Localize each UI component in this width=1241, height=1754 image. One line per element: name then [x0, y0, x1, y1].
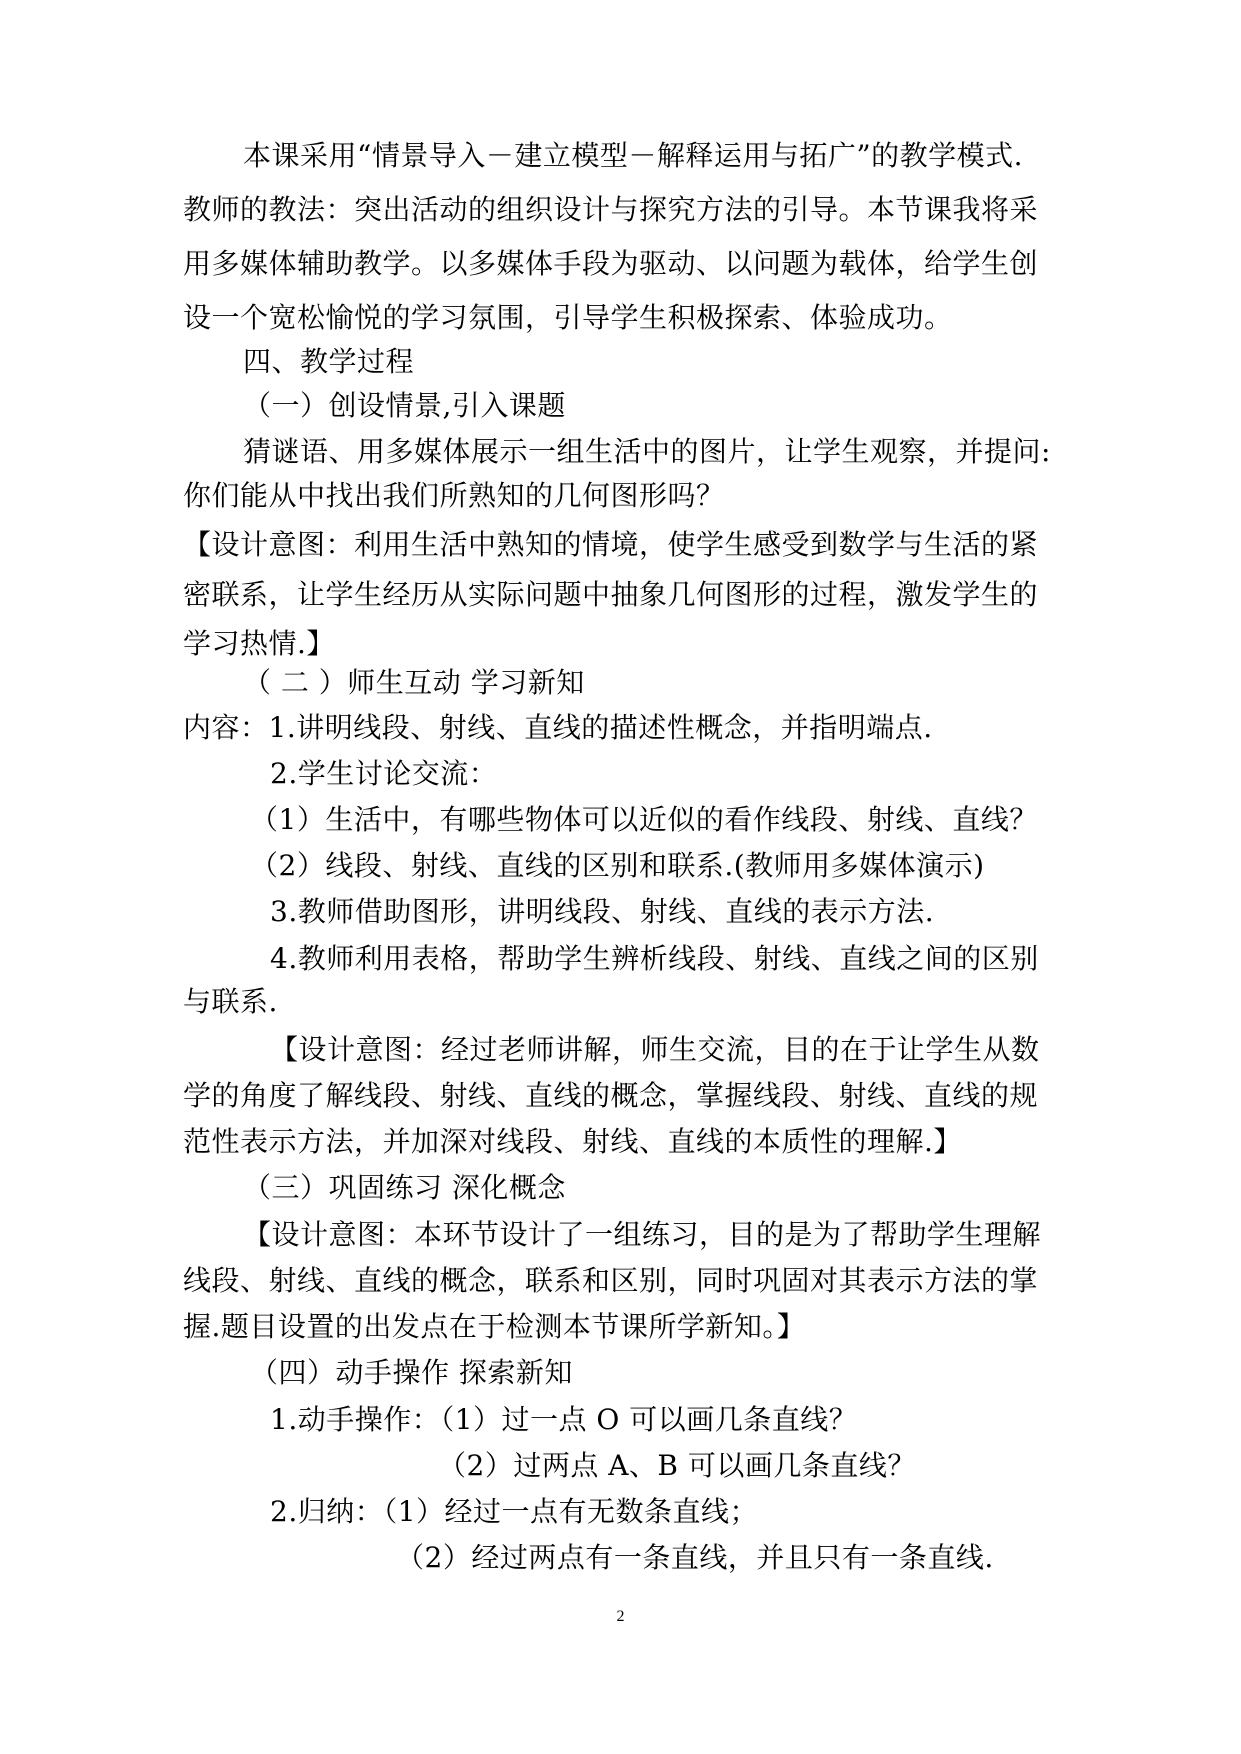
content-line: 2.学生讨论交流： — [270, 757, 498, 790]
subsection-heading: （ 二 ）师生互动 学习新知 — [243, 666, 585, 699]
paragraph-line: 猜谜语、用多媒体展示一组生活中的图片，让学生观察，并提问: — [243, 435, 1051, 468]
paragraph-line: 教师的教法：突出活动的组织设计与探究方法的引导。本节课我将采 — [183, 193, 1039, 226]
design-intent-line: 密联系，让学生经历从实际问题中抽象几何图形的过程，激发学生的 — [183, 578, 1039, 611]
content-line: 4.教师利用表格，帮助学生辨析线段、射线、直线之间的区别 — [270, 942, 1039, 975]
section-heading: 四、教学过程 — [243, 345, 415, 378]
page-number: 2 — [616, 1608, 625, 1625]
activity-line: 1.动手操作：（1）过一点 O 可以画几条直线？ — [270, 1403, 858, 1436]
content-line: （1）生活中，有哪些物体可以近似的看作线段、射线、直线？ — [250, 803, 1038, 836]
content-line: 与联系. — [183, 985, 278, 1018]
activity-line: 2.归纳：（1）经过一点有无数条直线； — [270, 1495, 759, 1528]
subsection-heading: （四）动手操作 探索新知 — [250, 1356, 573, 1389]
paragraph-line: 你们能从中找出我们所熟知的几何图形吗？ — [183, 479, 725, 512]
content-line: （2）线段、射线、直线的区别和联系.(教师用多媒体演示) — [250, 849, 985, 882]
paragraph-line: 本课采用“情景导入－建立模型－解释运用与拓广”的教学模式. — [243, 139, 1024, 172]
paragraph-line: 用多媒体辅助教学。以多媒体手段为驱动、以问题为载体，给学生创 — [183, 247, 1039, 280]
design-intent-line: 【设计意图：本环节设计了一组练习，目的是为了帮助学生理解 — [243, 1218, 1042, 1251]
content-line: 3.教师借助图形，讲明线段、射线、直线的表示方法. — [270, 895, 935, 928]
design-intent-line: 学习热情.】 — [183, 627, 335, 660]
design-intent-line: 范性表示方法，并加深对线段、射线、直线的本质性的理解.】 — [183, 1125, 962, 1158]
activity-line: （2）经过两点有一条直线，并且只有一条直线. — [396, 1541, 994, 1574]
subsection-heading: （三）巩固练习 深化概念 — [243, 1171, 566, 1204]
design-intent-line: 【设计意图：利用生活中熟知的情境，使学生感受到数学与生活的紧 — [183, 528, 1039, 561]
design-intent-line: 学的角度了解线段、射线、直线的概念，掌握线段、射线、直线的规 — [183, 1079, 1039, 1112]
design-intent-line: 握.题目设置的出发点在于检测本节课所学新知。】 — [183, 1310, 806, 1343]
content-line: 内容：1.讲明线段、射线、直线的描述性概念，并指明端点. — [183, 711, 933, 744]
activity-line: （2）过两点 A、B 可以画几条直线？ — [438, 1449, 916, 1482]
design-intent-line: 【设计意图：经过老师讲解，师生交流，目的在于让学生从数 — [270, 1033, 1040, 1066]
design-intent-line: 线段、射线、直线的概念，联系和区别，同时巩固对其表示方法的掌 — [183, 1264, 1039, 1297]
paragraph-line: 设一个宽松愉悦的学习氛围，引导学生积极探索、体验成功。 — [183, 301, 953, 334]
subsection-heading: （一）创设情景,引入课题 — [243, 389, 566, 422]
